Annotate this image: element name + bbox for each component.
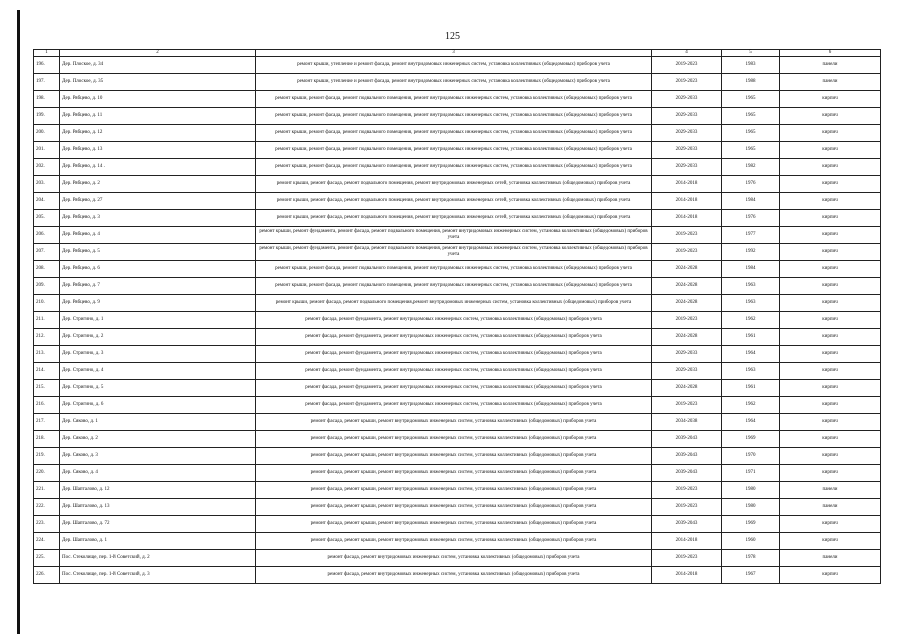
table-body xyxy=(34,57,881,584)
period-cell: 2039-2043 xyxy=(652,465,722,482)
row-number: 216. xyxy=(34,397,60,414)
works-cell: ремонт фасада, ремонт крыши, ремонт внутридомовых инженерных систем, установка коллективных (общедомовых) приборов учета xyxy=(256,414,652,431)
address-cell: Дер. Рябцево, д. 13 xyxy=(60,142,256,159)
row-number: 201. xyxy=(34,142,60,159)
period-cell: 2014-2018 xyxy=(652,210,722,227)
address-cell: Дер. Рябцево, д. 11 xyxy=(60,108,256,125)
material-cell: кирпич xyxy=(780,227,881,244)
table-row xyxy=(34,74,881,91)
material-cell: кирпич xyxy=(780,329,881,346)
material-cell: кирпич xyxy=(780,142,881,159)
address-cell: Пос. Стеколище, пер. 1-й Советский, д. 2 xyxy=(60,550,256,567)
year-cell: 1965 xyxy=(722,91,780,108)
works-cell: ремонт крыши, ремонт фасада, ремонт подвального помещения, ремонт внутридомовых инженерных систем, установка коллективных (общедомовых) приборов учета xyxy=(256,159,652,176)
address-cell: Пос. Стеколище, пер. 1-й Советский, д. 3 xyxy=(60,567,256,584)
row-number: 200. xyxy=(34,125,60,142)
material-cell: кирпич xyxy=(780,431,881,448)
column-header: 2 xyxy=(60,50,256,57)
material-cell: панели xyxy=(780,482,881,499)
works-cell: ремонт фасада, ремонт крыши, ремонт внутридомовых инженерных систем, установка коллективных (общедомовых) приборов учета xyxy=(256,448,652,465)
table-row xyxy=(34,125,881,142)
address-cell: Дер. Плоское, д. 35 xyxy=(60,74,256,91)
address-cell: Дер. Рябцево, д. 5 xyxy=(60,244,256,261)
column-header: 3 xyxy=(256,50,652,57)
material-cell: кирпич xyxy=(780,516,881,533)
year-cell: 1965 xyxy=(722,142,780,159)
year-cell: 1978 xyxy=(722,550,780,567)
table-row xyxy=(34,550,881,567)
year-cell: 1976 xyxy=(722,210,780,227)
material-cell: кирпич xyxy=(780,261,881,278)
material-cell: кирпич xyxy=(780,448,881,465)
works-cell: ремонт фасада, ремонт внутридомовых инженерных систем, установка коллективных (общедомовых) приборов учета xyxy=(256,567,652,584)
period-cell: 2039-2043 xyxy=(652,516,722,533)
material-cell: кирпич xyxy=(780,295,881,312)
row-number: 198. xyxy=(34,91,60,108)
row-number: 225. xyxy=(34,550,60,567)
period-cell: 2019-2023 xyxy=(652,499,722,516)
address-cell: Дер. Рябцево, д. 9 xyxy=(60,295,256,312)
year-cell: 1988 xyxy=(722,74,780,91)
period-cell: 2024-2028 xyxy=(652,278,722,295)
works-cell: ремонт крыши, ремонт фасада, ремонт подвального помещения, ремонт внутридомовых инженерных сетей, установка коллективных (общедомовых) приборов учета xyxy=(256,176,652,193)
address-cell: Дер. Стригино, д. 6 xyxy=(60,397,256,414)
material-cell: кирпич xyxy=(780,278,881,295)
works-cell: ремонт крыши, ремонт фасада, ремонт подвального помещения, ремонт внутридомовых инженерных сетей, установка коллективных (общедомовых) приборов учета xyxy=(256,210,652,227)
year-cell: 1964 xyxy=(722,346,780,363)
address-cell: Дер. Рябцево, д. 2 xyxy=(60,176,256,193)
table-row xyxy=(34,108,881,125)
row-number: 217. xyxy=(34,414,60,431)
table-row xyxy=(34,176,881,193)
table-row xyxy=(34,278,881,295)
works-cell: ремонт фасада, ремонт крыши, ремонт внутридомовых инженерных систем, установка коллективных (общедомовых) приборов учета xyxy=(256,465,652,482)
material-cell: кирпич xyxy=(780,414,881,431)
period-cell: 2034-2038 xyxy=(652,414,722,431)
address-cell: Дер. Шапталово, д. 1 xyxy=(60,533,256,550)
material-cell: кирпич xyxy=(780,108,881,125)
works-cell: ремонт фасада, ремонт фундамента, ремонт внутридомовых инженерных систем, установка коллективных (общедомовых) приборов учета xyxy=(256,380,652,397)
address-cell: Дер. Сяково, д. 3 xyxy=(60,448,256,465)
period-cell: 2019-2023 xyxy=(652,244,722,261)
row-number: 221. xyxy=(34,482,60,499)
row-number: 205. xyxy=(34,210,60,227)
period-cell: 2019-2023 xyxy=(652,550,722,567)
row-number: 220. xyxy=(34,465,60,482)
works-cell: ремонт крыши, ремонт фундамента, ремонт фасада, ремонт подвального помещения, ремонт внутридомовых инженерных систем, установка коллективных (общедомовых) приборов учета xyxy=(256,227,652,244)
table-row xyxy=(34,193,881,210)
year-cell: 1962 xyxy=(722,312,780,329)
table-row xyxy=(34,57,881,74)
material-cell: кирпич xyxy=(780,176,881,193)
works-cell: ремонт фасада, ремонт фундамента, ремонт внутридомовых инженерных систем, установка коллективных (общедомовых) приборов учета xyxy=(256,397,652,414)
table-row xyxy=(34,499,881,516)
row-number: 212. xyxy=(34,329,60,346)
address-cell: Дер. Стригино, д. 3 xyxy=(60,346,256,363)
address-cell: Дер. Сяково, д. 2 xyxy=(60,431,256,448)
address-cell: Дер. Стригино, д. 5 xyxy=(60,380,256,397)
year-cell: 1971 xyxy=(722,465,780,482)
housing-repair-table xyxy=(33,49,881,584)
address-cell: Дер. Рябцево, д. 12 xyxy=(60,125,256,142)
row-number: 203. xyxy=(34,176,60,193)
works-cell: ремонт фасада, ремонт крыши, ремонт внутридомовых инженерных систем, установка коллективных (общедомовых) приборов учета xyxy=(256,533,652,550)
address-cell: Дер. Рябцево, д. 10 xyxy=(60,91,256,108)
row-number: 211. xyxy=(34,312,60,329)
year-cell: 1983 xyxy=(722,57,780,74)
material-cell: кирпич xyxy=(780,346,881,363)
address-cell: Дер. Сяково, д. 4 xyxy=(60,465,256,482)
works-cell: ремонт фасада, ремонт крыши, ремонт внутридомовых инженерных систем, установка коллективных (общедомовых) приборов учета xyxy=(256,482,652,499)
table-row xyxy=(34,516,881,533)
works-cell: ремонт крыши, ремонт фасада, ремонт подвального помещения, ремонт внутридомовых инженерных систем, установка коллективных (общедомовых) приборов учета xyxy=(256,278,652,295)
row-number: 214. xyxy=(34,363,60,380)
table-row xyxy=(34,397,881,414)
period-cell: 2019-2023 xyxy=(652,74,722,91)
table-row xyxy=(34,465,881,482)
row-number: 199. xyxy=(34,108,60,125)
table-row xyxy=(34,312,881,329)
works-cell: ремонт фасада, ремонт фундамента, ремонт внутридомовых инженерных систем, установка коллективных (общедомовых) приборов учета xyxy=(256,346,652,363)
address-cell: Дер. Стригино, д. 4 xyxy=(60,363,256,380)
table-row xyxy=(34,380,881,397)
table-row xyxy=(34,346,881,363)
material-cell: кирпич xyxy=(780,397,881,414)
period-cell: 2014-2018 xyxy=(652,176,722,193)
period-cell: 2039-2043 xyxy=(652,448,722,465)
row-number: 196. xyxy=(34,57,60,74)
address-cell: Дер. Рябцево, д. 7 xyxy=(60,278,256,295)
address-cell: Дер. Рябцево, д. 6 xyxy=(60,261,256,278)
material-cell: кирпич xyxy=(780,125,881,142)
row-number: 204. xyxy=(34,193,60,210)
year-cell: 1961 xyxy=(722,329,780,346)
row-number: 210. xyxy=(34,295,60,312)
works-cell: ремонт фасада, ремонт крыши, ремонт внутридомовых инженерных систем, установка коллективных (общедомовых) приборов учета xyxy=(256,499,652,516)
year-cell: 1961 xyxy=(722,380,780,397)
address-cell: Дер. Шапталово, д. 72 xyxy=(60,516,256,533)
period-cell: 2024-2028 xyxy=(652,295,722,312)
table-row xyxy=(34,363,881,380)
works-cell: ремонт фасада, ремонт внутридомовых инженерных систем, установка коллективных (общедомовых) приборов учета xyxy=(256,550,652,567)
address-cell: Дер. Рябцево, д. 3 xyxy=(60,210,256,227)
period-cell: 2029-2033 xyxy=(652,125,722,142)
period-cell: 2029-2033 xyxy=(652,346,722,363)
period-cell: 2029-2033 xyxy=(652,142,722,159)
row-number: 209. xyxy=(34,278,60,295)
year-cell: 1976 xyxy=(722,176,780,193)
works-cell: ремонт крыши, утепление и ремонт фасада, ремонт внутридомовых инженерных систем, установка коллективных (общедомовых) приборов учета xyxy=(256,74,652,91)
year-cell: 1960 xyxy=(722,533,780,550)
row-number: 226. xyxy=(34,567,60,584)
material-cell: кирпич xyxy=(780,210,881,227)
address-cell: Дер. Рябцево, д. 4 xyxy=(60,227,256,244)
row-number: 202. xyxy=(34,159,60,176)
works-cell: ремонт крыши, ремонт фасада, ремонт подвального помещения, ремонт внутридомовых инженерных систем, установка коллективных (общедомовых) приборов учета xyxy=(256,261,652,278)
period-cell: 2014-2018 xyxy=(652,193,722,210)
row-number: 223. xyxy=(34,516,60,533)
year-cell: 1962 xyxy=(722,397,780,414)
row-number: 218. xyxy=(34,431,60,448)
year-cell: 1969 xyxy=(722,431,780,448)
period-cell: 2029-2033 xyxy=(652,91,722,108)
period-cell: 2024-2028 xyxy=(652,261,722,278)
row-number: 224. xyxy=(34,533,60,550)
table-row xyxy=(34,482,881,499)
period-cell: 2029-2033 xyxy=(652,363,722,380)
year-cell: 1980 xyxy=(722,482,780,499)
year-cell: 1963 xyxy=(722,295,780,312)
address-cell: Дер. Рябцево, д. 14 . xyxy=(60,159,256,176)
material-cell: кирпич xyxy=(780,363,881,380)
works-cell: ремонт крыши, утепление и ремонт фасада, ремонт внутридомовых инженерных систем, установка коллективных (общедомовых) приборов учета xyxy=(256,57,652,74)
year-cell: 1977 xyxy=(722,227,780,244)
table-row xyxy=(34,295,881,312)
material-cell: кирпич xyxy=(780,159,881,176)
table-row xyxy=(34,159,881,176)
page-number: 125 xyxy=(445,31,460,42)
works-cell: ремонт фасада, ремонт крыши, ремонт внутридомовых инженерных систем, установка коллективных (общедомовых) приборов учета xyxy=(256,431,652,448)
material-cell: кирпич xyxy=(780,312,881,329)
year-cell: 1984 xyxy=(722,261,780,278)
table-row xyxy=(34,261,881,278)
address-cell: Дер. Шапталово, д. 13 xyxy=(60,499,256,516)
works-cell: ремонт фасада, ремонт фундамента, ремонт внутридомовых инженерных систем, установка коллективных (общедомовых) приборов учета xyxy=(256,329,652,346)
table-row xyxy=(34,210,881,227)
year-cell: 1964 xyxy=(722,414,780,431)
period-cell: 2024-2028 xyxy=(652,329,722,346)
period-cell: 2039-2043 xyxy=(652,431,722,448)
material-cell: кирпич xyxy=(780,465,881,482)
address-cell: Дер. Стригино, д. 1 xyxy=(60,312,256,329)
row-number: 208. xyxy=(34,261,60,278)
works-cell: ремонт крыши, ремонт фасада, ремонт подвального помещения, ремонт внутридомовых инженерных систем, установка коллективных (общедомовых) приборов учета xyxy=(256,108,652,125)
material-cell: кирпич xyxy=(780,567,881,584)
year-cell: 1982 xyxy=(722,159,780,176)
row-number: 197. xyxy=(34,74,60,91)
table-row xyxy=(34,431,881,448)
year-cell: 1963 xyxy=(722,363,780,380)
works-cell: ремонт фасада, ремонт крыши, ремонт внутридомовых инженерных систем, установка коллективных (общедомовых) приборов учета xyxy=(256,516,652,533)
works-cell: ремонт крыши, ремонт фасада, ремонт подвального помещения, ремонт внутридомовых инженерных сетей, установка коллективных (общедомовых) приборов учета xyxy=(256,193,652,210)
year-cell: 1980 xyxy=(722,499,780,516)
row-number: 219. xyxy=(34,448,60,465)
table-row xyxy=(34,533,881,550)
period-cell: 2014-2018 xyxy=(652,567,722,584)
table-header-row xyxy=(34,50,881,57)
material-cell: кирпич xyxy=(780,91,881,108)
works-cell: ремонт фасада, ремонт фундамента, ремонт внутридомовых инженерных систем, установка коллективных (общедомовых) приборов учета xyxy=(256,312,652,329)
period-cell: 2019-2023 xyxy=(652,397,722,414)
table-row xyxy=(34,142,881,159)
column-header: 1 xyxy=(34,50,60,57)
period-cell: 2029-2033 xyxy=(652,108,722,125)
period-cell: 2019-2023 xyxy=(652,57,722,74)
year-cell: 1969 xyxy=(722,516,780,533)
period-cell: 2019-2023 xyxy=(652,312,722,329)
column-header: 6 xyxy=(780,50,881,57)
table-row xyxy=(34,227,881,244)
table-row xyxy=(34,329,881,346)
address-cell: Дер. Шапталово, д. 12 xyxy=(60,482,256,499)
works-cell: ремонт крыши, ремонт фасада, ремонт подвального помещения, ремонт внутридомовых инженерных систем, установка коллективных (общедомовых) приборов учета xyxy=(256,125,652,142)
table-row xyxy=(34,567,881,584)
row-number: 207. xyxy=(34,244,60,261)
year-cell: 1965 xyxy=(722,125,780,142)
works-cell: ремонт крыши, ремонт фасада, ремонт подвального помещения, ремонт внутридомовых инженерных систем, установка коллективных (общедомовых) приборов учета xyxy=(256,91,652,108)
year-cell: 1965 xyxy=(722,108,780,125)
column-header: 5 xyxy=(722,50,780,57)
row-number: 215. xyxy=(34,380,60,397)
table-row xyxy=(34,244,881,261)
year-cell: 1970 xyxy=(722,448,780,465)
works-cell: ремонт крыши, ремонт фундамента, ремонт фасада, ремонт подвального помещения, ремонт внутридомовых инженерных систем, установка коллективных (общедомовых) приборов учета xyxy=(256,244,652,261)
material-cell: кирпич xyxy=(780,533,881,550)
material-cell: кирпич xyxy=(780,244,881,261)
address-cell: Дер. Сяково, д. 1 xyxy=(60,414,256,431)
period-cell: 2019-2023 xyxy=(652,482,722,499)
period-cell: 2014-2018 xyxy=(652,533,722,550)
material-cell: панели xyxy=(780,550,881,567)
row-number: 213. xyxy=(34,346,60,363)
address-cell: Дер. Стригино, д. 2 xyxy=(60,329,256,346)
works-cell: ремонт крыши, ремонт фасада, ремонт подвального помещения, ремонт внутридомовых инженерных систем, установка коллективных (общедомовых) приборов учета xyxy=(256,142,652,159)
row-number: 222. xyxy=(34,499,60,516)
column-header: 4 xyxy=(652,50,722,57)
year-cell: 1992 xyxy=(722,244,780,261)
works-cell: ремонт крыши, ремонт фасада, ремонт подвального помещения,ремонт внутридомовых инженерных систем, установка коллективных (общедомовых) приборов учета xyxy=(256,295,652,312)
row-number: 206. xyxy=(34,227,60,244)
year-cell: 1967 xyxy=(722,567,780,584)
material-cell: панели xyxy=(780,499,881,516)
material-cell: кирпич xyxy=(780,193,881,210)
material-cell: кирпич xyxy=(780,380,881,397)
table-row xyxy=(34,414,881,431)
table-row xyxy=(34,448,881,465)
period-cell: 2024-2028 xyxy=(652,380,722,397)
period-cell: 2029-2033 xyxy=(652,159,722,176)
address-cell: Дер. Рябцево, д. 27 xyxy=(60,193,256,210)
year-cell: 1963 xyxy=(722,278,780,295)
period-cell: 2019-2023 xyxy=(652,227,722,244)
works-cell: ремонт фасада, ремонт фундамента, ремонт внутридомовых инженерных систем, установка коллективных (общедомовых) приборов учета xyxy=(256,363,652,380)
material-cell: панели xyxy=(780,74,881,91)
address-cell: Дер. Плоское, д. 34 xyxy=(60,57,256,74)
year-cell: 1984 xyxy=(722,193,780,210)
material-cell: панели xyxy=(780,57,881,74)
table-row xyxy=(34,91,881,108)
page-edge-bar xyxy=(17,10,20,634)
